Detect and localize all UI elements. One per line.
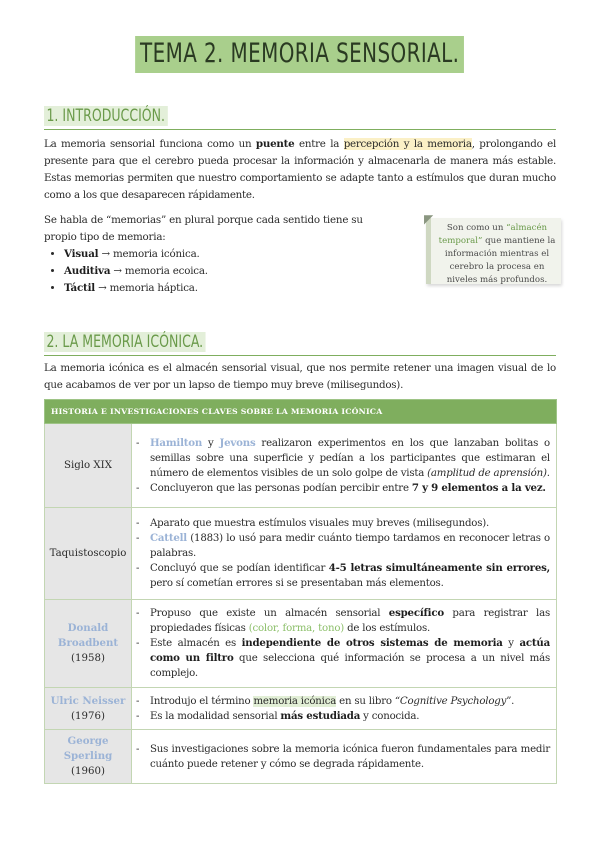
list-intro: Se habla de “memorias” en plural porque cada sentido tiene su propio tipo de memoria: bbox=[44, 214, 363, 243]
title-wrap bbox=[0, 36, 600, 73]
row-content: - Sus investigaciones sobre la memoria icónica fueron fundamentales para medir cuánto puede retener y cómo se degrada rápidamente. bbox=[132, 730, 557, 784]
intro-paragraph: La memoria sensorial funciona como un puente entre la percepción y la memoria, prolongando el presente para que el cerebro pueda procesar la información y almacenarla de manera más estable. Estas memorias permiten que nuestro comportamiento se adapte tanto a estímulos que duran mucho como a los que desaparecen rápidamente. bbox=[44, 138, 556, 201]
row-content: - Hamilton y Jevons realizaron experimentos en los que lanzaban bolitas o semillas sobre una superficie y pedían a los participantes que estimaran el número de elementos visibles de un solo golpe de vista (amplitud de aprensión). - Concluyeron que las personas podían percibir entre 7 y 9 elementos a la vez. bbox=[132, 424, 557, 508]
memory-types-list bbox=[44, 212, 384, 297]
table-row bbox=[45, 600, 557, 688]
row-content: - Propuso que existe un almacén sensorial específico para registrar las propiedades físicas (color, forma, tono) de los estímulos. - Este almacén es independiente de otros sistemas de memoria y actúa como un filtro que selecciona qué información se procesa a un nivel más complejo. bbox=[132, 600, 557, 688]
table-row bbox=[45, 424, 557, 508]
row-content: - Introdujo el término memoria icónica en su libro “Cognitive Psychology”. - Es la modalidad sensorial más estudiada y conocida. bbox=[132, 688, 557, 730]
table-row bbox=[45, 730, 557, 784]
history-table bbox=[44, 399, 557, 784]
side-note-text: Son como un “almacén temporal” que mantiene la información mientras el cerebro la procesa en niveles más profundos. bbox=[438, 223, 556, 285]
highlight: memoria icónica bbox=[253, 695, 337, 707]
list-item: • Visual → memoria icónica. bbox=[64, 246, 384, 263]
section-heading-introduccion: 1. INTRODUCCIÓN. bbox=[44, 106, 167, 126]
table-header: HISTORIA E INVESTIGACIONES CLAVES SOBRE LA MEMORIA ICÓNICA bbox=[45, 400, 557, 424]
pin-icon: ◤ bbox=[424, 212, 434, 226]
row-label: Donald Broadbent (1958) bbox=[45, 600, 132, 688]
table-row bbox=[45, 508, 557, 600]
section-heading-memoria-iconica: 2. LA MEMORIA ICÓNICA. bbox=[44, 332, 206, 352]
list-item: • Táctil → memoria háptica. bbox=[64, 280, 384, 297]
table-row bbox=[45, 688, 557, 730]
row-content: - Aparato que muestra estímulos visuales muy breves (milisegundos). - Cattell (1883) lo usó para medir cuánto tiempo tardamos en reconocer letras o palabras. - Concluyó que se podían identificar 4-5 letras simultáneamente sin errores, pero sí cometían errores si se presentaban más elementos. bbox=[132, 508, 557, 600]
row-label: Taquistoscopio bbox=[45, 508, 132, 600]
section-rule bbox=[44, 129, 556, 130]
row-label: George Sperling (1960) bbox=[45, 730, 132, 784]
section-rule bbox=[44, 355, 556, 356]
side-note bbox=[424, 212, 561, 285]
list-item: • Auditiva → memoria ecoica. bbox=[64, 263, 384, 280]
page-title: TEMA 2. MEMORIA SENSORIAL. bbox=[135, 36, 464, 73]
highlight: percepción y la memoria bbox=[343, 138, 472, 150]
row-label: Ulric Neisser (1976) bbox=[45, 688, 132, 730]
row-label: Siglo XIX bbox=[45, 424, 132, 508]
iconic-paragraph: La memoria icónica es el almacén sensorial visual, que nos permite retener una imagen visual de lo que acabamos de ver por un lapso de tiempo muy breve (milisegundos). bbox=[44, 362, 556, 391]
